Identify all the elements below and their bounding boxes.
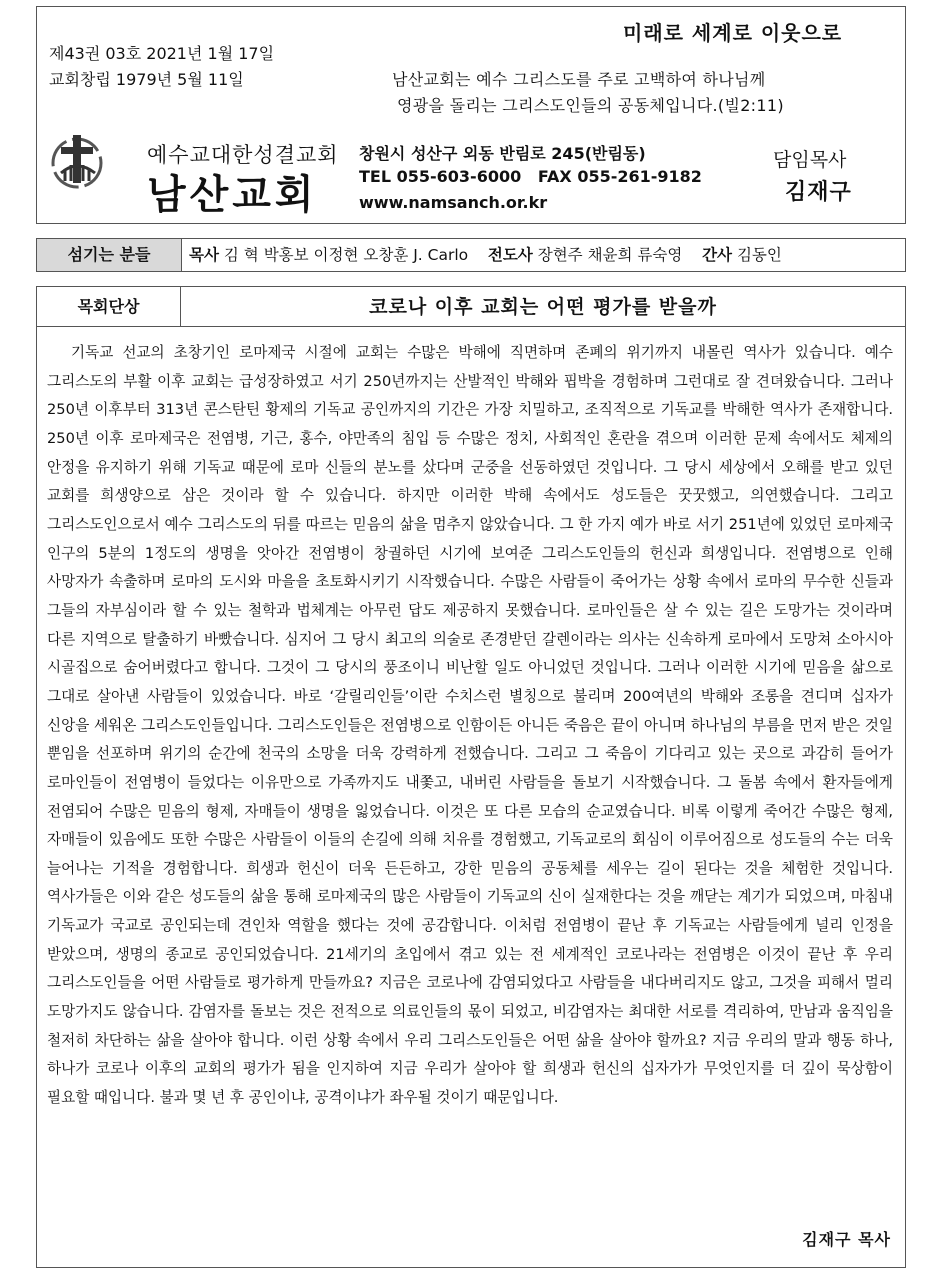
admin-label: 간사 [702, 246, 733, 264]
column-body: 기독교 선교의 초창기인 로마제국 시절에 교회는 수많은 박해에 직면하며 존폐의 위기까지 내몰린 역사가 있습니다. 예수 그리스도의 부활 이후 교회는 급성장하였고 서기 250년까지는 산발적인 박해와 핍박을 경험하며 그런대로 잘 견뎌왔습니다. 그러나 250년 이후부터 313년 콘스탄틴 황제의 기독교 공인까지의 기간은 가장 치밀하고, 조직적으로 기독교를 박해한 역사가 존재합니다. 250년 이후 로마제국은 전염병, 기근, 홍수, 야만족의 침입 등 수많은 정치, 사회적인 혼란을 겪으며 이러한 문제 속에서도 체제의 안정을 유지하기 위해 기독교 때문에 로마 신들의 분노를 샀다며 군중을 선동하였던 것입니다. 그 당시 세상에서 오해를 받고 있던 교회를 희생양으로 삼은 것이라 할 수 있습니다. 하지만 이러한 박해 속에서도 성도들은 꿋꿋했고, 의연했습니다. 그리고 그리스도인으로서 예수 그리스도의 뒤를 따르는 믿음의 삶을 멈추지 않았습니다. 그 한 가지 예가 바로 서기 251년에 있었던 로마제국 인구의 5분의 1정도의 생명을 앗아간 전염병이 창궐하던 시기에 보여준 그리스도인들의 헌신과 희생입니다. 전염병으로 인해 사망자가 속출하며 로마의 도시와 마을을 초토화시키기 시작했습니다. 수많은 사람들이 죽어가는 상황 속에서 로마의 무수한 신들과 그들의 자부심이라 할 수 있는 철학과 법체계는 아무런 답도 제공하지 못했습니다. 로마인들은 살 수 있는 길은 도망가는 것이라며 다른 지역으로 탈출하기 바빴습니다. 심지어 그 당시 최고의 의술로 존경받던 갈렌이라는 의사는 신속하게 로마에서 도망쳐 소아시아 시골집으로 숨어버렸다고 합니다. 그것이 그 당시의 풍조이니 비난할 일도 아니었던 것입니다. 그러나 이러한 시기에 믿음을 삶으로 그대로 살아낸 사람들이 있었습니다. 바로 ‘갈릴리인들’이란 수치스런 별칭으로 불리며 200여년의 박해와 조롱을 견디며 십자가 신앙을 세워온 그리스도인들입니다. 그리스도인들은 전염병으로 인함이든 아니든 죽음은 끝이 아니며 하나님의 부름을 먼저 받은 것일 뿐임을 선포하며 위기의 순간에 천국의 소망을 더욱 강력하게 전했습니다. 그리고 그 죽음이 기다리고 있는 곳으로 과감히 들어가 로마인들이 전염병이 들었다는 이유만으로 가족까지도 내쫓고, 내버린 사람들을 돌보기 시작했습니다. 그 돌봄 속에서 환자들에게 전염되어 수많은 믿음의 형제, 자매들이 생명을 잃었습니다. 이것은 또 다른 모습의 순교였습니다. 비록 이렇게 죽어간 수많은 형제, 자매들이 있음에도 또한 수많은 사람들이 이들의 손길에 의해 치유를 경험했고, 기독교로의 회심이 이루어짐으로 성도들의 수는 더욱 늘어나는 기적을 경험합니다. 희생과 헌신이 더욱 든든하고, 강한 믿음의 공동체를 세우는 길이 된다는 것을 체험한 것입니다. 역사가들은 이와 같은 성도들의 삶을 통해 로마제국의 많은 사람들이 기독교의 신이 실재한다는 것을 깨닫는 계기가 되었으며, 마침내 기독교가 국교로 공인되는데 견인차 역할을 했다는 것에 공감합니다. 이처럼 전염병이 끝난 후 기독교는 사람들에게 널리 인정을 받았으며, 생명의 종교로 공인되었습니다. 21세기의 초입에서 겪고 있는 전 세계적인 코로나라는 전염병은 이것이 끝난 후 우리 그리스도인들을 어떤 사람들로 평가하게 만들까요? 지금은 코로나에 감염되었다고 사람들을 내다버리지도 않고, 그것을 피해서 멀리 도망가지도 않습니다. 감염자를 돌보는 것은 전적으로 의료인들의 몫이 되었고, 비감염자는 최대한 서로를 격리하여, 만남과 움직임을 철저히 차단하는 삶을 살아야 합니다. 이런 상황 속에서 우리 그리스도인들은 어떤 삶을 살아야 할까요? 지금 우리의 말과 행동 하나, 하나가 코로나 이후의 교회의 평가가 됨을 인지하여 지금 우리가 살아야 할 희생과 헌신의 십자가가 무엇인지를 더 깊이 묵상함이 필요할 때입니다. 불과 몇 년 후 공인이냐, 공격이냐가 좌우될 것이기 때문입니다. [47, 344, 893, 1107]
evangelists-names: 장현주 채윤희 류숙영 [537, 246, 683, 264]
church-address: 창원시 성산구 외동 반림로 245(반림동) [359, 144, 646, 163]
issue-line: 제43권 03호 2021년 1월 17일 [49, 44, 275, 63]
church-cross-logo-icon [47, 129, 111, 193]
staff-list [189, 239, 782, 271]
pastors-label: 목사 [189, 246, 219, 264]
senior-pastor-label: 담임목사 [773, 149, 847, 171]
website-link[interactable]: www.namsanch.or.kr [359, 193, 548, 212]
staff-label: 섬기는 분들 [37, 239, 182, 271]
column-title: 코로나 이후 교회는 어떤 평가를 받을까 [181, 287, 905, 327]
column-label: 목회단상 [37, 287, 181, 327]
senior-pastor-name: 김재구 [785, 180, 852, 205]
church-name: 남산교회 [147, 172, 318, 218]
founded-line: 교회창립 1979년 5월 11일 [49, 70, 244, 89]
mission-statement-line-2: 영광을 돌리는 그리스도인들의 공동체입니다.(빌2:11) [397, 96, 784, 115]
pastors-names: 김 혁 박홍보 이정현 오창훈 J. Carlo [223, 246, 469, 264]
bulletin-header [36, 6, 906, 224]
evangelists-label: 전도사 [487, 246, 533, 264]
phone-fax-line: TEL 055-603-6000 FAX 055-261-9182 [359, 167, 702, 186]
admin-name: 김동인 [736, 246, 782, 264]
staff-row [36, 238, 906, 272]
denomination-name: 예수교대한성결교회 [147, 143, 339, 167]
church-motto: 미래로 세계로 이웃으로 [623, 21, 843, 45]
mission-statement-line-1: 남산교회는 예수 그리스도를 주로 고백하여 하나님께 [392, 70, 766, 89]
pastoral-column [36, 286, 906, 1268]
column-author: 김재구 목사 [802, 1230, 891, 1249]
